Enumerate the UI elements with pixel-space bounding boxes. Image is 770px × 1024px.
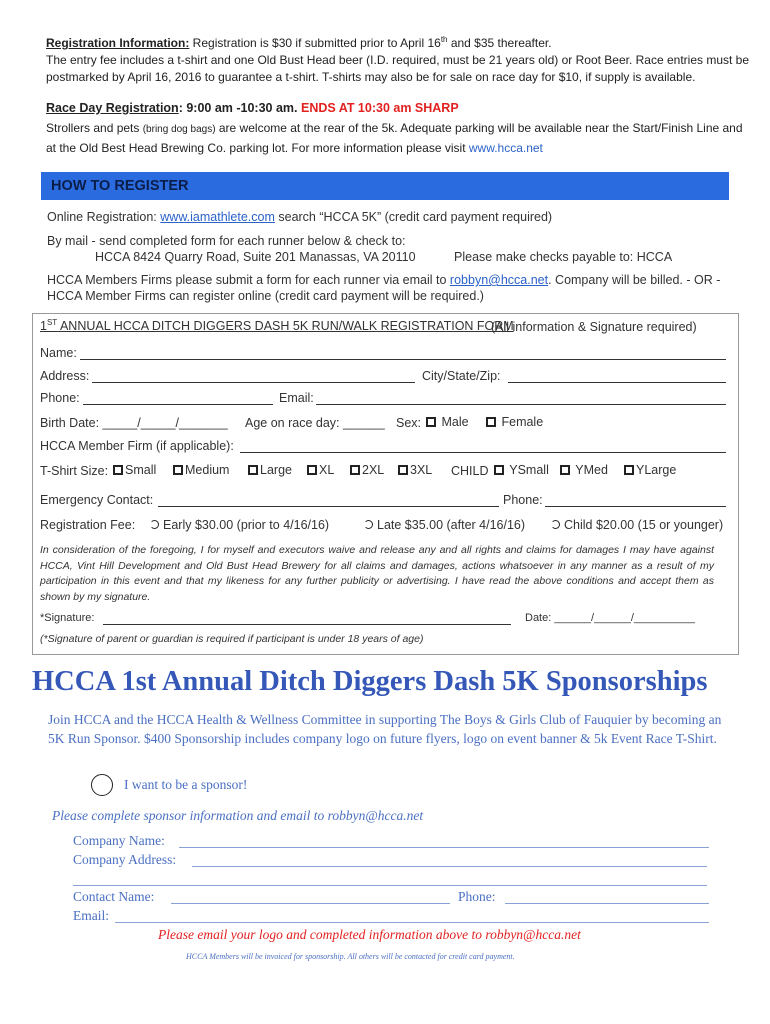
male-label: Male (441, 415, 469, 429)
sponsor-phone-field[interactable] (505, 888, 709, 904)
company-name-label: Company Name: (73, 833, 165, 848)
signature-label: *Signature: (40, 612, 95, 624)
size-large-checkbox-icon[interactable] (248, 465, 258, 475)
sponsor-email-field[interactable] (115, 907, 709, 923)
emergency-phone-field[interactable] (545, 493, 726, 507)
size-small-label: Small (125, 463, 157, 477)
mail-line1: By mail - send completed form for each runner below & check to: (47, 234, 406, 248)
age-field[interactable]: Age on race day: ______ (245, 416, 385, 430)
form-title-note: (All information & Signature required) (491, 320, 697, 334)
company-name-field[interactable] (179, 832, 709, 848)
tshirt-label: T-Shirt Size: (40, 464, 109, 478)
size-small-checkbox-icon[interactable] (113, 465, 123, 475)
registration-info (46, 31, 750, 86)
registration-heading: Registration Information: (46, 36, 190, 50)
female-checkbox-icon[interactable] (486, 417, 496, 427)
size-3xl-option[interactable] (398, 463, 432, 477)
registration-line2: The entry fee includes a t-shirt and one Old Bust Head beer (I.D. required, must be 21 years old) or Root Beer. Race entries must be (46, 53, 750, 67)
email-field[interactable] (316, 391, 726, 405)
size-2xl-option[interactable] (350, 463, 384, 477)
members-text: HCCA Members Firms please submit a form for each runner via email to (47, 273, 450, 287)
sponsor-please: Please complete sponsor information and email to robbyn@hcca.net (52, 808, 424, 823)
contact-name-label: Contact Name: (73, 889, 155, 904)
size-ysmall-checkbox-icon[interactable] (494, 465, 504, 475)
size-ysmall-option[interactable] (494, 463, 549, 477)
male-checkbox-icon[interactable] (426, 417, 436, 427)
size-ylarge-label: YLarge (636, 463, 677, 477)
size-medium-option[interactable] (173, 463, 229, 477)
sponsor-title: HCCA 1st Annual Ditch Diggers Dash 5K Sponsorships (32, 666, 708, 697)
race-day-line3: at the Old Best Head Brewing Co. parking lot. For more information please visit (46, 141, 469, 155)
signature-field[interactable] (103, 612, 511, 625)
email-label: Email: (279, 391, 314, 405)
iamathlete-link[interactable]: www.iamathlete.com (160, 210, 275, 224)
name-label: Name: (40, 346, 77, 360)
sponsor-phone-label: Phone: (458, 889, 496, 904)
online-label: Online Registration: (47, 210, 161, 224)
size-xl-checkbox-icon[interactable] (307, 465, 317, 475)
size-ymed-checkbox-icon[interactable] (560, 465, 570, 475)
members-billed: . Company will be billed. - OR - (548, 273, 721, 287)
race-day-line2-rest: are welcome at the rear of the 5k. Adequate parking will be available near the Start/Finish Line and (215, 121, 743, 135)
fee-late-label: Late $35.00 (after 4/16/16) (377, 518, 526, 532)
company-address-line2-field[interactable] (73, 870, 707, 886)
race-day (46, 99, 746, 157)
form-title (40, 318, 514, 333)
contact-name-field[interactable] (171, 888, 450, 904)
address-field[interactable] (92, 369, 415, 383)
sponsor-email-label: Email: (73, 908, 109, 923)
waiver-text: In consideration of the foregoing, I for myself and executors waive and release any and all rights and claims for damages I may have against HCCA, Vint Hill Development and Old Bust Head Brewery for all claims and damages, actions whatsoever in any manner as a result of my participation in this event and that my likeness for any further publicity or advertising. I have read the above conditions and accept them as shown by my signature. (40, 544, 714, 603)
race-day-dog-bags: (bring dog bags) (142, 124, 216, 135)
member-firm-field[interactable] (240, 439, 726, 453)
fee-early-option[interactable] (150, 518, 329, 532)
mail-address: HCCA 8424 Quarry Road, Suite 201 Manassas, VA 20110 (95, 250, 416, 264)
size-xl-option[interactable] (307, 463, 334, 477)
emergency-phone-label: Phone: (503, 493, 543, 507)
sex-female-option[interactable] (486, 415, 543, 429)
race-day-ends: ENDS AT 10:30 am SHARP (300, 101, 459, 115)
how-to-register-body (47, 210, 737, 303)
form-title-text: ANNUAL HCCA DITCH DIGGERS DASH 5K RUN/WALK REGISTRATION FORM (57, 319, 514, 334)
race-day-line2: Strollers and pets (46, 121, 143, 135)
size-small-option[interactable] (113, 463, 156, 477)
size-ymed-label: YMed (575, 463, 608, 477)
company-address-field[interactable] (192, 851, 707, 867)
fee-label: Registration Fee: (40, 518, 136, 532)
emergency-field[interactable] (158, 493, 499, 507)
fee-child-option[interactable] (551, 518, 723, 532)
registration-text-b: and $35 thereafter. (447, 36, 552, 50)
registration-sup: th (440, 35, 448, 44)
size-ymed-option[interactable] (560, 463, 608, 477)
size-ylarge-option[interactable] (624, 463, 676, 477)
fee-child-label: Child $20.00 (15 or younger) (564, 518, 724, 532)
city-field[interactable] (508, 369, 726, 383)
signature-note: (*Signature of parent or guardian is required if participant is under 18 years of age) (40, 633, 424, 645)
date-field[interactable]: Date: ______/______/__________ (525, 612, 696, 624)
sex-label: Sex: (396, 416, 422, 430)
sex-male-option[interactable] (426, 415, 469, 429)
emergency-label: Emergency Contact: (40, 493, 154, 507)
fee-early-radio-icon[interactable] (150, 520, 159, 529)
member-firm-label: HCCA Member Firm (if applicable): (40, 439, 234, 453)
phone-label: Phone: (40, 391, 80, 405)
size-medium-label: Medium (185, 463, 230, 477)
sponsor-want-label: I want to be a sponsor! (124, 777, 248, 792)
checks-payable: Please make checks payable to: HCCA (454, 250, 673, 264)
how-to-register-banner (41, 172, 729, 200)
name-field[interactable] (80, 346, 726, 360)
sponsor-footer: HCCA Members will be invoiced for sponsorship. All others will be contacted for credit card payment. (186, 952, 515, 961)
size-3xl-label: 3XL (410, 463, 433, 477)
fee-late-radio-icon[interactable] (364, 520, 373, 529)
fee-child-radio-icon[interactable] (551, 520, 560, 529)
child-label: CHILD (451, 464, 489, 478)
address-label: Address: (40, 369, 90, 383)
robbyn-link[interactable]: robbyn@hcca.net (449, 273, 549, 287)
race-day-heading: Race Day Registration (46, 101, 179, 115)
city-label: City/State/Zip: (422, 369, 501, 383)
size-2xl-label: 2XL (362, 463, 385, 477)
registration-line3: postmarked by April 16, 2016 to guarantee a t-shirt. T-shirts may also be for sale on race day for $10, if supply is available. (46, 70, 696, 84)
phone-field[interactable] (83, 391, 273, 405)
fee-early-label: Early $30.00 (prior to 4/16/16) (163, 518, 330, 532)
members-line2: HCCA Member Firms can register online (credit card payment will be required.) (47, 289, 484, 303)
size-ylarge-checkbox-icon[interactable] (624, 465, 634, 475)
how-to-register-heading: HOW TO REGISTER (51, 178, 189, 194)
online-search: search “HCCA 5K” (credit card payment required) (274, 210, 553, 224)
size-2xl-checkbox-icon[interactable] (350, 465, 360, 475)
sponsor-intro: Join HCCA and the HCCA Health & Wellness Committee in supporting The Boys & Girls Club of Fauquier by becoming an 5K Run Sponsor. $400 Sponsorship includes company logo on future flyers, logo on event banner & 5k Event Race T-Shirt. (48, 712, 722, 746)
company-address-label: Company Address: (73, 852, 177, 867)
size-large-label: Large (260, 463, 292, 477)
size-ysmall-label: YSmall (509, 463, 549, 477)
birth-date-field[interactable]: Birth Date: _____/_____/_______ (40, 416, 228, 430)
registration-text: Registration is $30 if submitted prior to April 16 (189, 36, 441, 50)
size-large-option[interactable] (248, 463, 292, 477)
hcca-link[interactable]: www.hcca.net (468, 141, 543, 155)
size-medium-checkbox-icon[interactable] (173, 465, 183, 475)
race-day-time: : 9:00 am -10:30 am. (178, 101, 301, 115)
female-label: Female (501, 415, 544, 429)
size-xl-label: XL (319, 463, 335, 477)
size-3xl-checkbox-icon[interactable] (398, 465, 408, 475)
sponsor-email-note: Please email your logo and completed information above to robbyn@hcca.net (158, 927, 581, 942)
sponsor-radio-icon[interactable] (91, 774, 113, 796)
fee-late-option[interactable] (364, 518, 525, 532)
form-title-sup: ST (46, 318, 58, 327)
form-title-num: 1 (40, 319, 47, 334)
